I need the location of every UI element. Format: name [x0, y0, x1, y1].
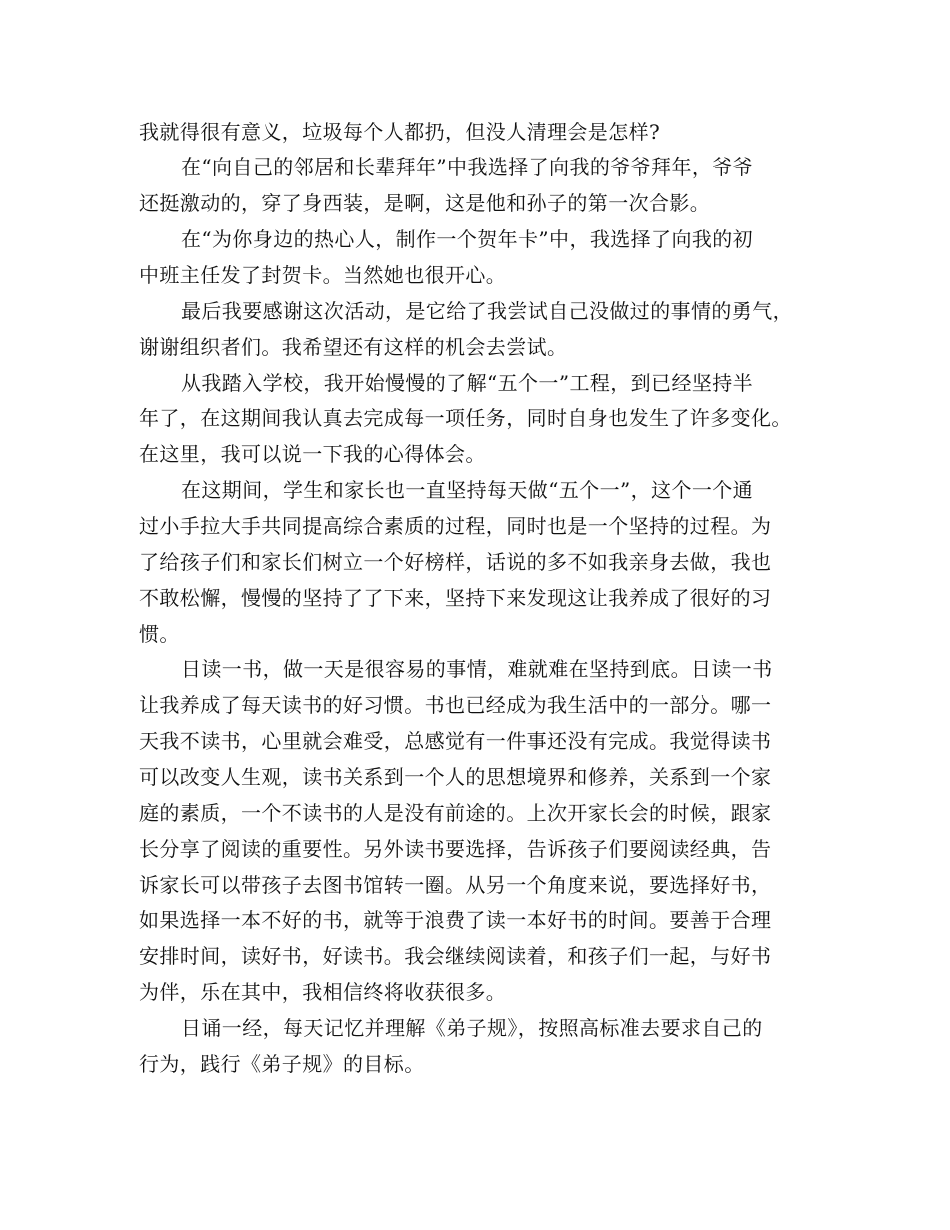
text-line: 惯。	[139, 622, 180, 646]
text-line: 在这期间，学生和家长也一直坚持每天做“五个一”，这个一个通	[181, 478, 754, 502]
text-line: 我就得很有意义，垃圾每个人都扔，但没人清理会是怎样?	[139, 120, 661, 144]
text-line: 长分享了阅读的重要性。另外读书要选择，告诉孩子们要阅读经典，告	[139, 837, 772, 861]
text-line: 最后我要感谢这次活动，是它给了我尝试自己没做过的事情的勇气，	[181, 299, 793, 323]
text-line: 诉家长可以带孩子去图书馆转一圈。从另一个角度来说，要选择好书，	[139, 873, 772, 897]
text-line: 中班主任发了封贺卡。当然她也很开心。	[139, 263, 507, 287]
text-line: 日读一书，做一天是很容易的事情，难就难在坚持到底。日读一书	[181, 657, 773, 681]
text-line: 在这里，我可以说一下我的心得体会。	[139, 442, 486, 466]
text-line: 可以改变人生观，读书关系到一个人的思想境界和修养，关系到一个家	[139, 765, 772, 789]
text-line: 安排时间，读好书，好读书。我会继续阅读着，和孩子们一起，与好书	[139, 944, 772, 968]
text-line: 在“向自己的邻居和长辈拜年”中我选择了向我的爷爷拜年，爷爷	[181, 155, 754, 179]
text-line: 还挺激动的，穿了身西装，是啊，这是他和孙子的第一次合影。	[139, 191, 711, 215]
text-line: 谢谢组织者们。我希望还有这样的机会去尝试。	[139, 335, 568, 359]
text-line: 让我养成了每天读书的好习惯。书也已经成为我生活中的一部分。哪一	[139, 693, 772, 717]
text-line: 为伴，乐在其中，我相信终将收获很多。	[139, 980, 507, 1004]
text-line: 了给孩子们和家长们树立一个好榜样，话说的多不如我亲身去做，我也	[139, 550, 772, 574]
text-line: 从我踏入学校，我开始慢慢的了解“五个一”工程，到已经坚持半	[181, 371, 754, 395]
text-line: 天我不读书，心里就会难受，总感觉有一件事还没有完成。我觉得读书	[139, 729, 772, 753]
text-line: 过小手拉大手共同提高综合素质的过程，同时也是一个坚持的过程。为	[139, 514, 772, 538]
text-line: 年了，在这期间我认真去完成每一项任务，同时自身也发生了许多变化。	[139, 406, 792, 430]
text-line: 行为，践行《弟子规》的目标。	[139, 1052, 425, 1076]
text-line: 在“为你身边的热心人，制作一个贺年卡”中，我选择了向我的初	[181, 227, 754, 251]
text-line: 庭的素质，一个不读书的人是没有前途的。上次开家长会的时候，跟家	[139, 801, 772, 825]
text-line: 不敢松懈，慢慢的坚持了了下来，坚持下来发现这让我养成了很好的习	[139, 586, 772, 610]
text-line: 如果选择一本不好的书，就等于浪费了读一本好书的时间。要善于合理	[139, 908, 772, 932]
text-line: 日诵一经，每天记忆并理解《弟子规》，按照高标准去要求自己的	[181, 1016, 763, 1040]
